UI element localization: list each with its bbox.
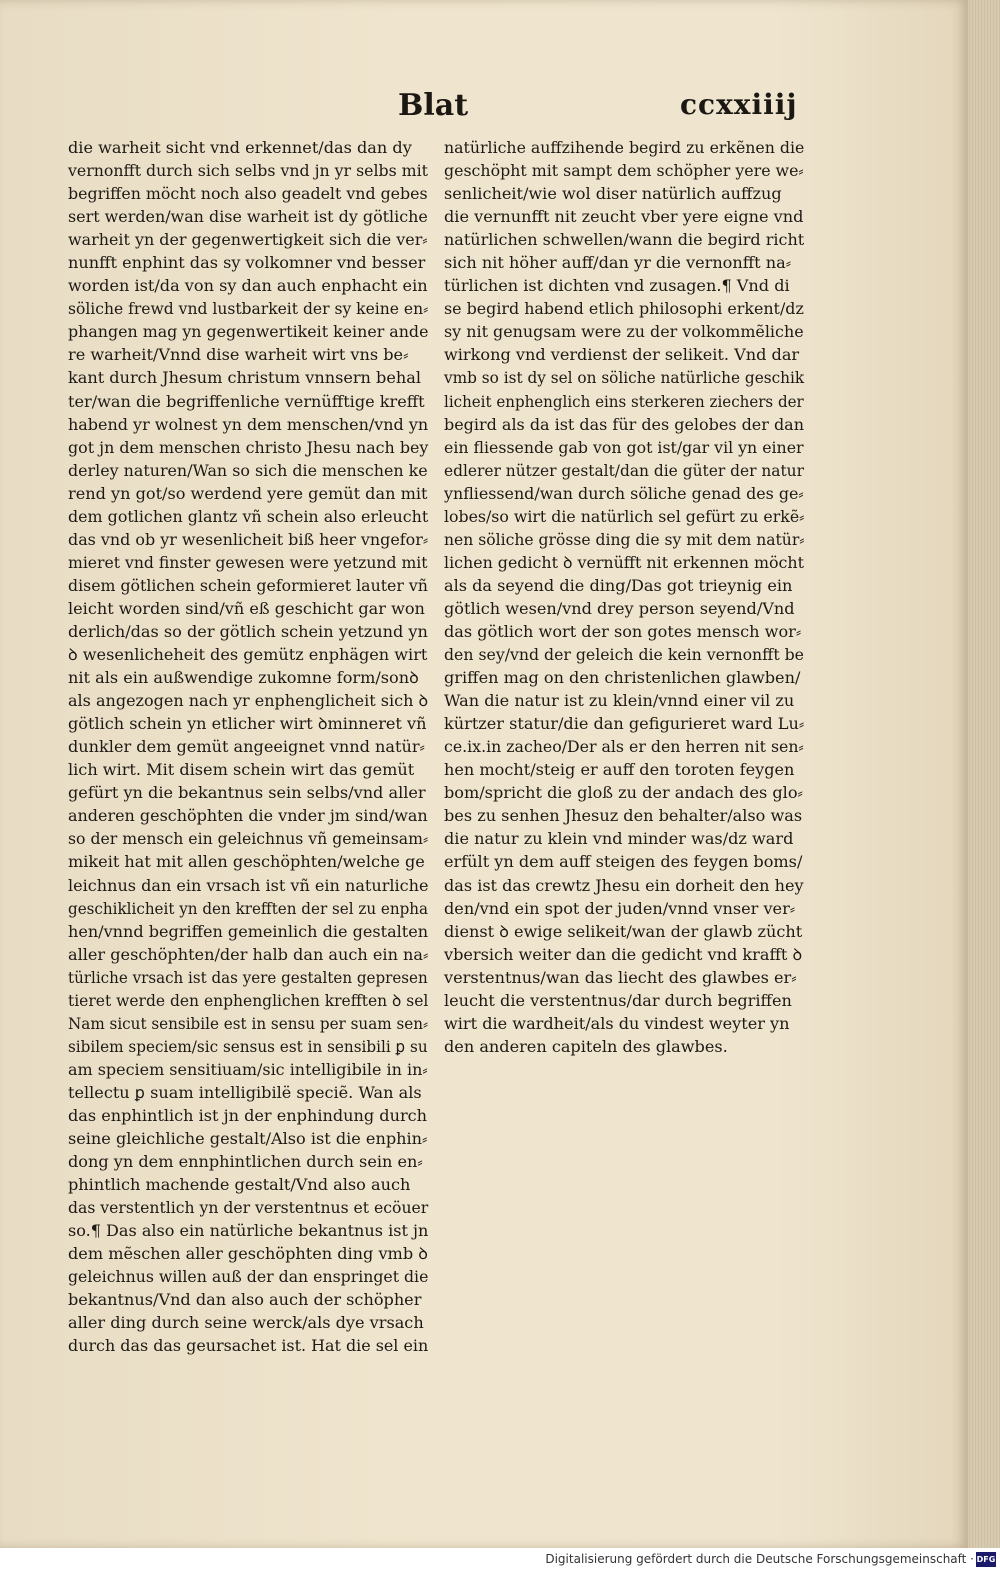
- text-line: ein fliessende gab von got ist/gar vil yn einer: [444, 437, 804, 457]
- left-text-column: [68, 136, 430, 1357]
- dfg-logo: DFG: [976, 1552, 996, 1567]
- text-line: leucht die verstentnus/dar durch begriffen: [444, 990, 792, 1010]
- text-line: nen söliche grösse ding die sy mit dem natür⸗: [444, 529, 805, 549]
- text-line: so der mensch ein geleichnus vñ gemeinsam⸗: [68, 829, 429, 849]
- text-line: die warheit sicht vnd erkennet/das dan dy: [68, 138, 412, 157]
- text-line: derley naturen/Wan so sich die menschen ke: [68, 460, 428, 480]
- text-line: edlerer nützer gestalt/dan die güter der natur: [444, 460, 804, 480]
- text-line: lich wirt. Mit disem schein wirt das gemüt: [68, 760, 415, 780]
- text-line: die vernunfft nit zeucht vber yere eigne vnd: [444, 207, 804, 227]
- text-line: sich nit höher auff/dan yr die vernonfft na⸗: [444, 253, 792, 273]
- text-line: den anderen capiteln des glawbes.: [444, 1036, 728, 1056]
- text-line: lobes/so wirt die natürlich sel gefürt zu erkẽ⸗: [444, 506, 805, 526]
- text-line: seine gleichliche gestalt/Also ist die enphin⸗: [68, 1129, 428, 1149]
- text-line: am speciem sensitiuam/sic intelligibile in in⸗: [68, 1059, 428, 1079]
- text-line: das götlich wort der son gotes mensch wor⸗: [444, 621, 802, 641]
- text-line: sy nit genugsam were zu der volkommẽliche: [444, 322, 804, 342]
- text-line: vernonfft durch sich selbs vnd jn yr selbs mit: [68, 161, 428, 181]
- text-line: lichen gedicht ꝺ vernüfft nit erkennen möcht: [444, 552, 804, 572]
- text-line: worden ist/da von sy dan auch enphacht ein: [68, 276, 428, 296]
- text-line: dem gotlichen glantz vñ schein also erleucht: [68, 506, 429, 526]
- text-line: griffen mag on den christenlichen glawben/: [444, 668, 801, 688]
- text-line: Wan die natur ist zu klein/vnnd einer vil zu: [444, 691, 795, 711]
- text-line: vmb so ist dy sel on söliche natürliche geschik: [444, 368, 805, 388]
- text-line: habend yr wolnest yn dem menschen/vnd yn: [68, 414, 429, 434]
- text-line: bekantnus/Vnd dan also auch der schöpher: [68, 1290, 422, 1310]
- text-line: die natur zu klein vnd minder was/dz ward: [444, 829, 794, 849]
- text-line: vbersich weiter dan die gedicht vnd krafft ꝺ: [444, 944, 803, 964]
- text-line: phintlich machende gestalt/Vnd also auch: [68, 1175, 411, 1195]
- text-line: mikeit hat mit allen geschöphten/welche ge: [68, 852, 425, 872]
- text-line: derlich/das so der götlich schein yetzund yn: [68, 621, 428, 641]
- text-line: kant durch Jhesum christum vnnsern behal: [68, 368, 421, 388]
- text-line: türliche vrsach ist das yere gestalten gepresen: [68, 967, 428, 987]
- text-line: geschiklicheit yn den krefften der sel zu enpha: [68, 898, 429, 918]
- text-line: das enphintlich ist jn der enphindung durch: [68, 1105, 428, 1125]
- text-line: hen mocht/steig er auff den toroten feygen: [444, 760, 795, 780]
- text-line: ynfliessend/wan durch söliche genad des ge⸗: [444, 483, 804, 503]
- text-line: den/vnd ein spot der juden/vnnd vnser ver⸗: [444, 898, 796, 918]
- text-line: aller ding durch seine werck/als dye vrsach: [68, 1313, 424, 1333]
- text-line: durch das das geursachet ist. Hat die sel ein: [68, 1336, 429, 1356]
- text-line: rend yn got/so werdend yere gemüt dan mit: [68, 483, 428, 503]
- text-line: mieret vnd finster gewesen were yetzund mit: [68, 552, 428, 572]
- text-line: gefürt yn die bekantnus sein selbs/vnd aller: [68, 783, 426, 803]
- text-line: natürlichen schwellen/wann die begird richt: [444, 230, 805, 250]
- folio-number: ccxxiiij: [680, 88, 798, 121]
- text-line: begriffen möcht noch also geadelt vnd gebes: [68, 184, 428, 204]
- text-line: das ist das crewtz Jhesu ein dorheit den hey: [444, 875, 804, 895]
- text-line: se begird habend etlich philosophi erkent/dz: [444, 299, 804, 319]
- text-line: nit als ein außwendige zukomne form/sonꝺ: [68, 668, 419, 688]
- text-line: verstentnus/wan das liecht des glawbes er⸗: [444, 967, 797, 987]
- text-line: natürliche auffzihende begird zu erkẽnen die: [444, 138, 805, 157]
- text-line: als angezogen nach yr enphenglicheit sich ꝺ: [68, 691, 429, 711]
- text-line: dong yn dem ennphintlichen durch sein en⸗: [68, 1152, 423, 1172]
- text-line: bes zu senhen Jhesuz den behalter/also was: [444, 806, 803, 826]
- text-line: ꝺ wesenlicheheit des gemütz enphägen wirt: [68, 645, 428, 665]
- text-line: türlichen ist dichten vnd zusagen.¶ Vnd di: [444, 276, 790, 296]
- text-line: das verstentlich yn der verstentnus et ecöuer: [68, 1198, 429, 1218]
- text-line: das vnd ob yr wesenlicheit biß heer vngefor⸗: [68, 529, 429, 549]
- right-text-column: [444, 136, 806, 1058]
- text-line: leichnus dan ein vrsach ist vñ ein naturliche: [68, 875, 429, 895]
- text-line: disem götlichen schein geformieret lauter vñ: [68, 575, 428, 595]
- text-line: erfült yn dem auff steigen des feygen boms/: [444, 852, 803, 872]
- text-line: als da seyend die ding/Das got trieynig ein: [444, 575, 793, 595]
- text-line: tellectu ꝑ suam intelligibilë speciẽ. Wan als: [68, 1082, 422, 1102]
- text-line: leicht worden sind/vñ eß geschicht gar won: [68, 598, 425, 618]
- text-line: begird als da ist das für des gelobes der dan: [444, 414, 804, 434]
- text-line: so.¶ Das also ein natürliche bekantnus ist jn: [68, 1221, 429, 1241]
- text-line: ter/wan die begriffenliche vernüfftige krefft: [68, 391, 425, 411]
- text-line: sibilem speciem/sic sensus est in sensibili ꝑ su: [68, 1036, 428, 1056]
- text-line: warheit yn der gegenwertigkeit sich die ver⸗: [68, 230, 428, 250]
- text-line: den sey/vnd der geleich die kein vernonfft be: [444, 645, 804, 665]
- page-edge-stack: [968, 0, 1000, 1548]
- text-line: sert werden/wan dise warheit ist dy götliche: [68, 207, 428, 227]
- text-line: re warheit/Vnnd dise warheit wirt vns be⸗: [68, 345, 409, 365]
- text-line: phangen mag yn gegenwertikeit keiner ande: [68, 322, 429, 342]
- digitization-credit: Digitalisierung gefördert durch die Deutsche Forschungsgemeinschaft ·: [545, 1552, 974, 1566]
- text-line: wirkong vnd verdienst der selikeit. Vnd dar: [444, 345, 800, 365]
- text-line: aller geschöphten/der halb dan auch ein na⸗: [68, 944, 429, 964]
- text-line: ce.ix.in zacheo/Der als er den herren nit sen⸗: [444, 737, 804, 757]
- text-line: Nam sicut sensibile est in sensu per suam sen⸗: [68, 1013, 429, 1033]
- text-line: dunkler dem gemüt angeeignet vnnd natür⸗: [68, 737, 425, 757]
- text-line: senlicheit/wie wol diser natürlich auffzug: [444, 184, 782, 204]
- text-line: tieret werde den enphenglichen krefften ꝺ sel: [68, 990, 429, 1010]
- text-line: licheit enphenglich eins sterkeren ziechers der: [444, 391, 804, 411]
- text-line: götlich schein yn etlicher wirt ꝺminneret vñ: [68, 714, 427, 734]
- text-line: geleichnus willen auß der dan enspringet die: [68, 1267, 429, 1287]
- text-line: bom/spricht die gloß zu der andach des glo⸗: [444, 783, 803, 803]
- text-line: geschöpht mit sampt dem schöpher yere we⸗: [444, 161, 804, 181]
- text-line: dem mẽschen aller geschöphten ding vmb ꝺ: [68, 1244, 428, 1264]
- text-line: got jn dem menschen christo Jhesu nach bey: [68, 437, 429, 457]
- text-line: wirt die wardheit/als du vindest weyter yn: [444, 1013, 790, 1033]
- text-line: nunfft enphint das sy volkomner vnd besser: [68, 253, 426, 273]
- text-line: anderen geschöphten die vnder jm sind/wan: [68, 806, 428, 826]
- running-header-word: Blat: [398, 88, 469, 123]
- text-line: kürtzer statur/die dan gefigurieret ward Lu⸗: [444, 714, 805, 734]
- text-line: söliche frewd vnd lustbarkeit der sy keine en⸗: [68, 299, 429, 319]
- text-line: götlich wesen/vnd drey person seyend/Vnd: [444, 598, 795, 618]
- text-line: hen/vnnd begriffen gemeinlich die gestalten: [68, 921, 429, 941]
- text-line: dienst ꝺ ewige selikeit/wan der glawb zücht: [444, 921, 803, 941]
